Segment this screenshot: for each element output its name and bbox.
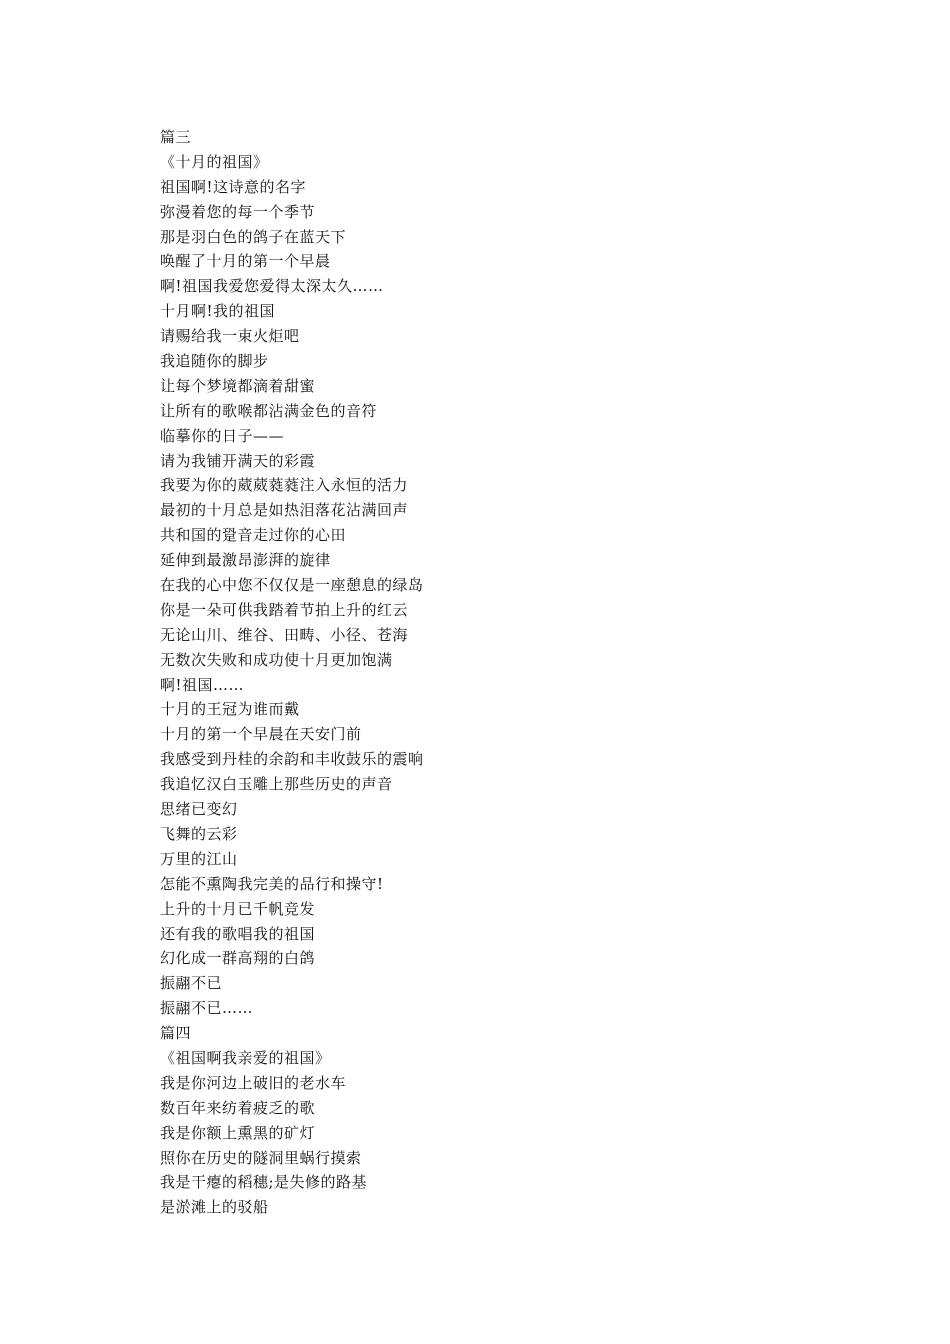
poem-line: 我感受到丹桂的余韵和丰收鼓乐的震响 — [160, 750, 424, 769]
poem-line: 弥漫着您的每一个季节 — [160, 202, 316, 221]
poem-line: 十月啊!我的祖国 — [160, 302, 276, 321]
poem-line: 我追随你的脚步 — [160, 352, 269, 371]
poem-line: 幻化成一群高翔的白鸽 — [160, 949, 316, 968]
poem-line: 啊!祖国…… — [160, 675, 245, 694]
poem-line: 是淤滩上的驳船 — [160, 1198, 269, 1217]
poem-line: 我是你河边上破旧的老水车 — [160, 1073, 347, 1092]
poem-line: 思绪已变幻 — [160, 800, 238, 819]
poem-line: 那是羽白色的鸽子在蓝天下 — [160, 227, 347, 246]
poem-line: 十月的王冠为谁而戴 — [160, 700, 300, 719]
poem-line: 让每个梦境都滴着甜蜜 — [160, 376, 316, 395]
poem-text — [160, 125, 860, 1220]
poem-line: 延伸到最激昂澎湃的旋律 — [160, 551, 331, 570]
poem-line: 上升的十月已千帆竞发 — [160, 899, 316, 918]
poem-line: 请赐给我一束火炬吧 — [160, 327, 300, 346]
poem-line: 振翮不已 — [160, 974, 223, 993]
poem-line: 无数次失败和成功使十月更加饱满 — [160, 650, 393, 669]
poem-line: 我要为你的葳葳蕤蕤注入永恒的活力 — [160, 476, 409, 495]
poem-line: 共和国的跫音走过你的心田 — [160, 526, 347, 545]
poem-line: 祖国啊!这诗意的名字 — [160, 177, 307, 196]
poem-line: 照你在历史的隧洞里蜗行摸索 — [160, 1148, 362, 1167]
section-heading-4: 篇四 — [160, 1024, 192, 1043]
poem-line: 我追忆汉白玉雕上那些历史的声音 — [160, 775, 393, 794]
poem-line: 我是你额上熏黑的矿灯 — [160, 1123, 316, 1142]
section-heading-3: 篇三 — [160, 128, 192, 146]
poem-line: 啊!祖国我爱您爱得太深太久…… — [160, 277, 384, 296]
poem-line: 临摹你的日子—— — [160, 426, 285, 445]
poem-line: 万里的江山 — [160, 849, 238, 868]
poem-line: 请为我铺开满天的彩霞 — [160, 451, 316, 470]
poem-line: 还有我的歌唱我的祖国 — [160, 924, 316, 943]
poem-line: 唤醒了十月的第一个早晨 — [160, 252, 331, 271]
poem-title-2: 《祖国啊我亲爱的祖国》 — [160, 1048, 331, 1067]
poem-line: 在我的心中您不仅仅是一座憩息的绿岛 — [160, 576, 424, 595]
poem-line: 飞舞的云彩 — [160, 824, 238, 843]
poem-line: 振翮不已…… — [160, 999, 254, 1018]
poem-line: 无论山川、维谷、田畴、小径、苍海 — [160, 625, 409, 644]
poem-line: 我是干瘪的稻穗;是失修的路基 — [160, 1173, 368, 1192]
poem-line: 让所有的歌喉都沾满金色的音符 — [160, 401, 378, 420]
poem-line: 最初的十月总是如热泪落花沾满回声 — [160, 501, 409, 520]
poem-line: 十月的第一个早晨在天安门前 — [160, 725, 362, 744]
poem-title-1: 《十月的祖国》 — [160, 152, 269, 171]
poem-line: 数百年来纺着疲乏的歌 — [160, 1098, 316, 1117]
poem-line: 怎能不熏陶我完美的品行和操守! — [160, 874, 384, 893]
poem-line: 你是一朵可供我踏着节拍上升的红云 — [160, 600, 409, 619]
